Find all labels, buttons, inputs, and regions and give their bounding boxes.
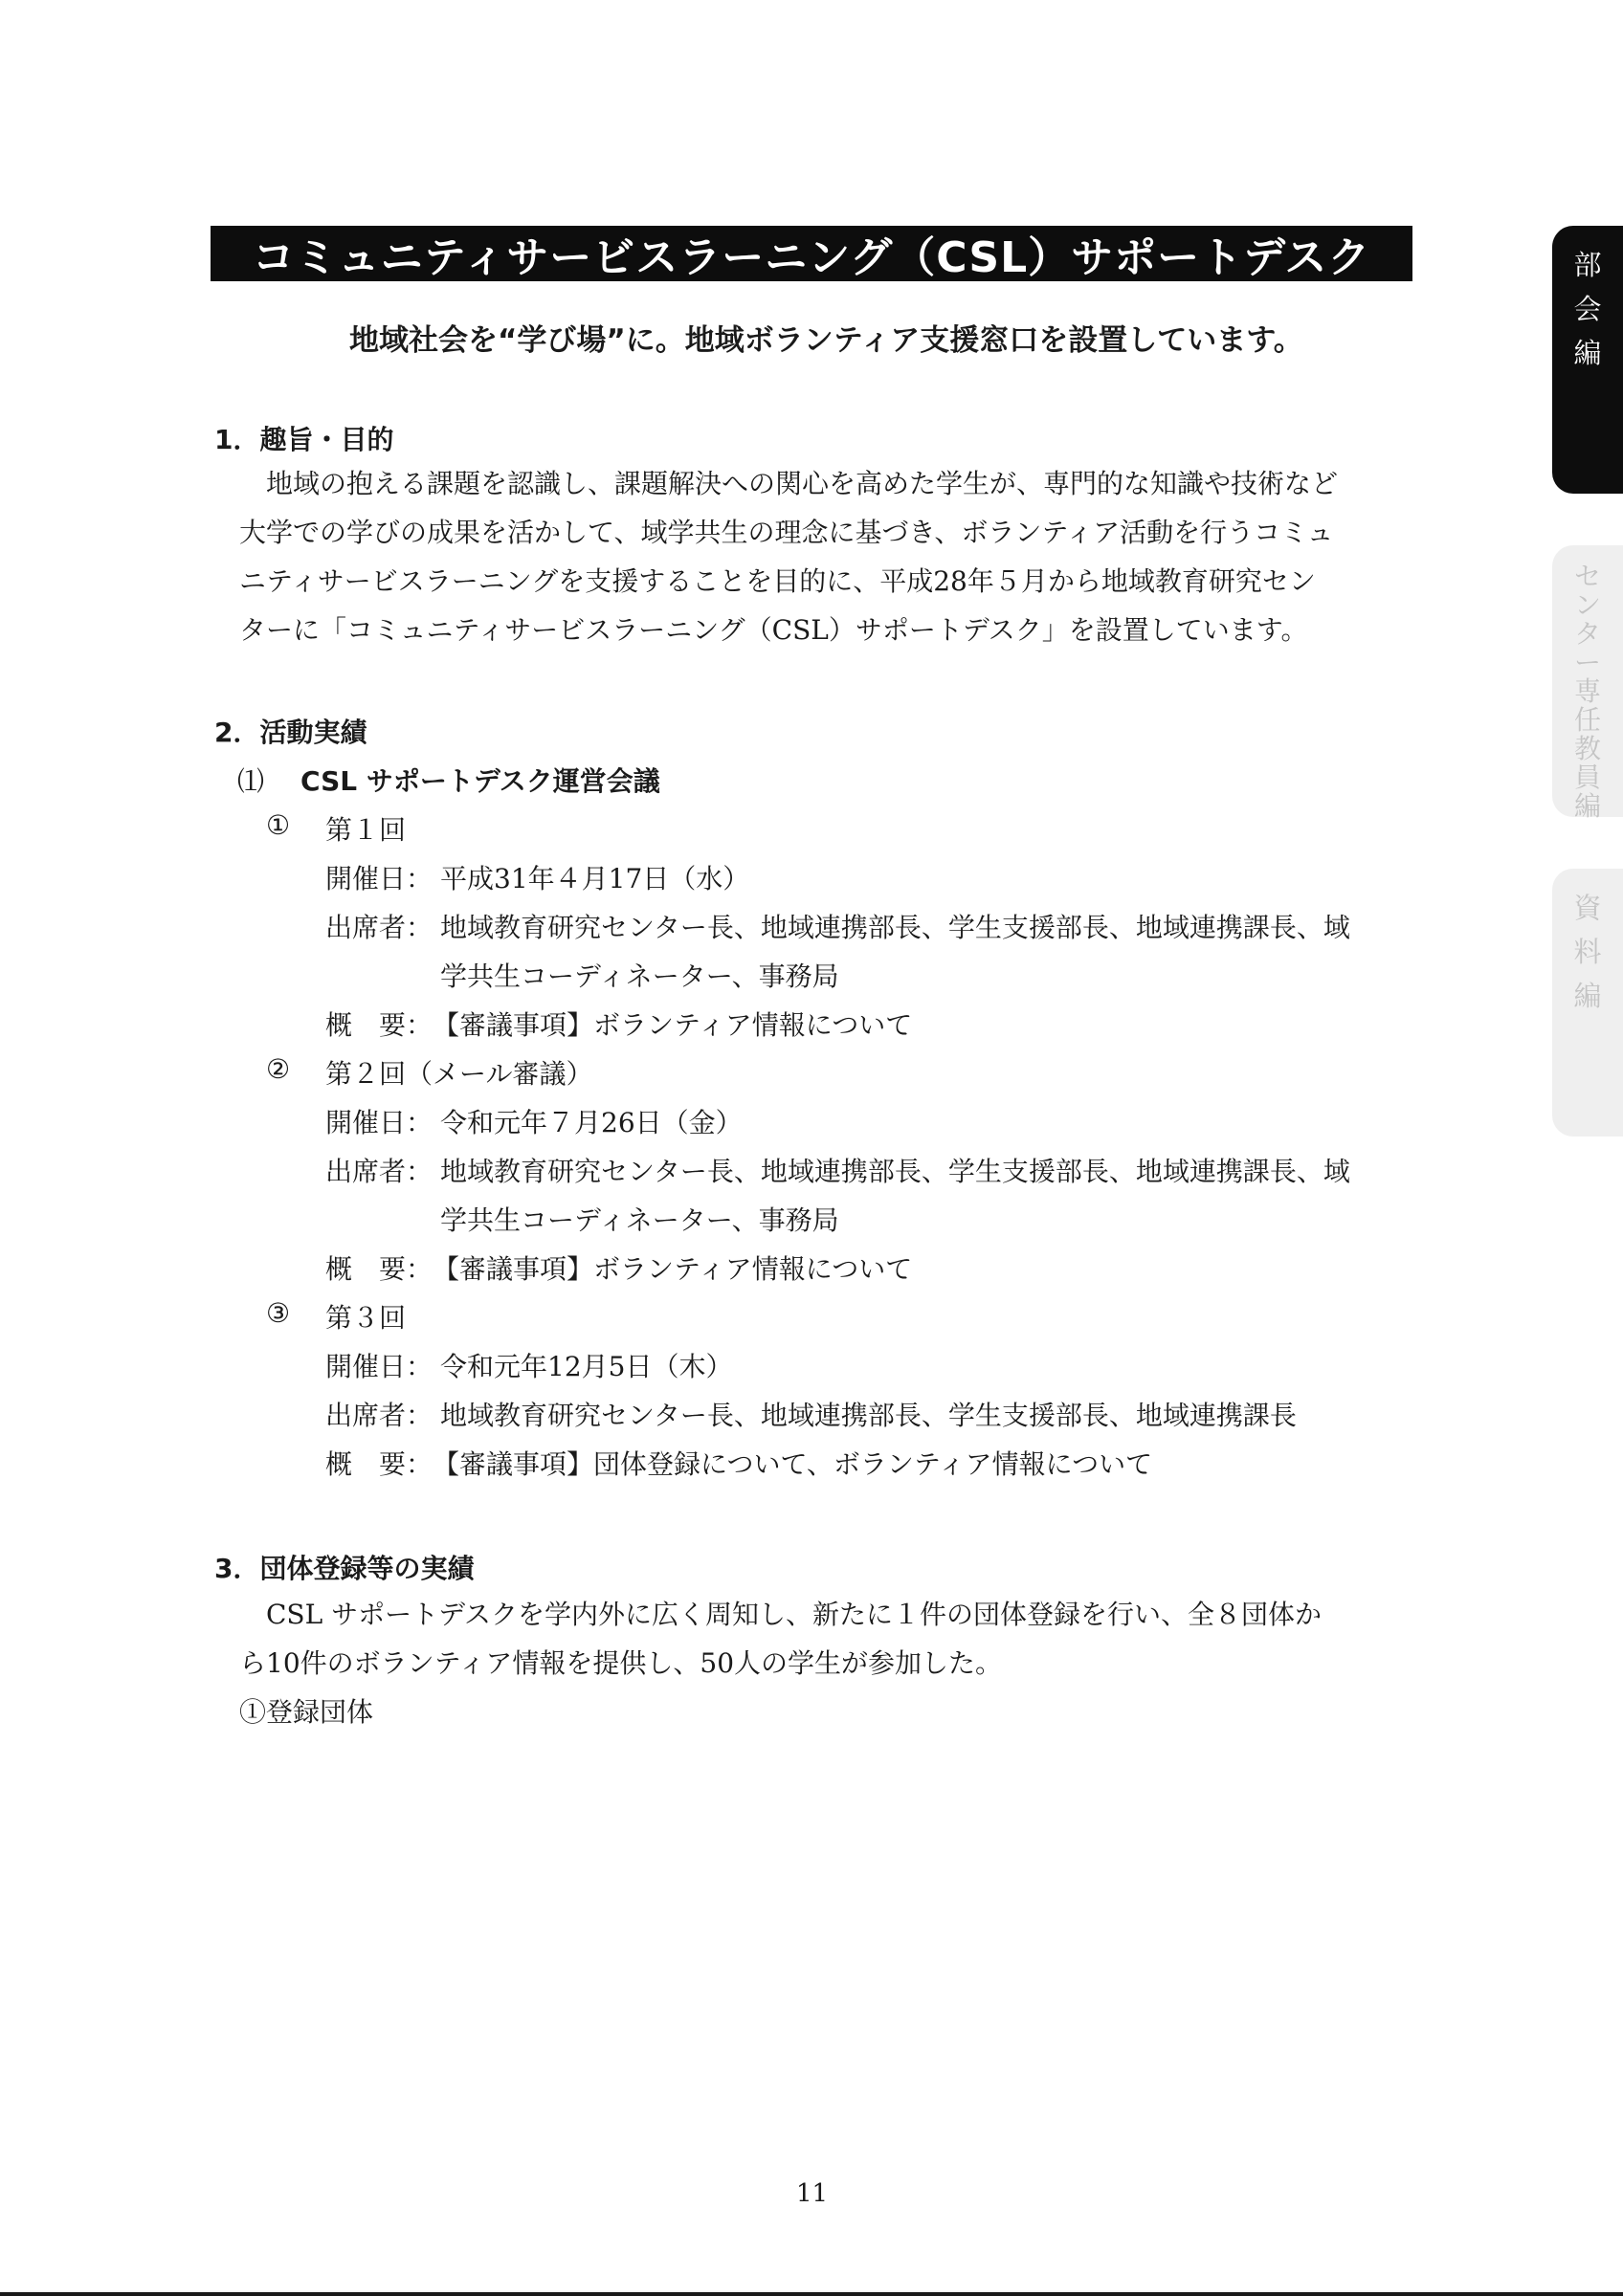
meeting-title: 第２回（メール審議） [325,1058,593,1090]
meeting-attendees: 地域教育研究センター長、地域連携部長、学生支援部長、地域連携課長、域 [440,1156,1350,1187]
side-tab-bukai[interactable] [1552,226,1623,494]
meeting-title: 第１回 [325,814,407,846]
section-3-line: CSL サポートデスクを学内外に広く周知し、新たに１件の団体登録を行い、全８団体か [266,1599,1322,1630]
section-1-heading: 1．趣旨・目的 [214,424,394,455]
meeting-attendees-cont: 学共生コーディネーター、事務局 [440,960,839,992]
side-tab-char: 料 [1573,936,1602,968]
meeting-mark: ③ [266,1297,291,1329]
side-tab-char: 部 [1573,249,1602,281]
bottom-rule [0,2292,1623,2296]
side-tab-char: 員 [1573,762,1601,793]
section-3-heading: 3．団体登録等の実績 [214,1553,475,1584]
page-title: コミュニティサービスラーニング（CSL）サポートデスク [211,226,1412,281]
meeting-attendees-label: 出席者： [325,1156,434,1187]
section-2-heading: 2．活動実績 [214,717,367,748]
section-1-line: 地域の抱える課題を認識し、課題解決への関心を高めた学生が、専門的な知識や技術など [266,468,1339,499]
side-tab-char: ン [1573,589,1601,621]
meeting-attendees: 地域教育研究センター長、地域連携部長、学生支援部長、地域連携課長、域 [440,912,1350,943]
side-tab-char: 編 [1573,980,1602,1012]
side-tab-char: 編 [1573,337,1602,369]
side-tab-shiryo[interactable] [1552,869,1623,1137]
meeting-attendees-label: 出席者： [325,912,434,943]
side-tab-char: セ [1573,561,1601,592]
side-tab-char: 編 [1573,790,1601,822]
side-tab-char: ー [1573,647,1601,678]
side-tab-char: 任 [1573,704,1601,736]
meeting-date-label: 開催日： [325,863,434,894]
side-tab-char: 専 [1573,675,1601,707]
page-number: 11 [796,2179,829,2208]
section-1-line: ニティサービスラーニングを支援することを目的に、平成28年５月から地域教育研究セン [239,565,1316,597]
side-tab-char: タ [1573,618,1601,650]
subheading-number: ⑴ [237,765,265,797]
meeting-summary-label: 概 要： [325,1448,434,1480]
meeting-mark: ① [266,809,291,841]
meeting-date-label: 開催日： [325,1351,434,1382]
side-tab-char: 会 [1573,293,1602,325]
section-3-item: ①登録団体 [239,1696,374,1728]
meeting-summary: 【審議事項】ボランティア情報について [433,1009,913,1041]
side-tab-center-faculty[interactable] [1552,545,1623,822]
page-subtitle: 地域社会を“学び場”に。地域ボランティア支援窓口を設置しています。 [349,323,1303,358]
meeting-summary-label: 概 要： [325,1009,434,1041]
meeting-title: 第３回 [325,1302,407,1334]
side-tab-char: 教 [1573,733,1601,764]
meeting-summary: 【審議事項】ボランティア情報について [433,1253,913,1285]
side-tab-char: 資 [1573,892,1602,924]
meeting-attendees: 地域教育研究センター長、地域連携部長、学生支援部長、地域連携課長 [440,1400,1297,1431]
meeting-date-label: 開催日： [325,1107,434,1138]
section-3-line: ら10件のボランティア情報を提供し、50人の学生が参加した。 [239,1647,1003,1679]
meeting-attendees-cont: 学共生コーディネーター、事務局 [440,1204,839,1236]
meeting-date: 平成31年４月17日（水） [440,863,750,894]
section-1-line: ターに「コミュニティサービスラーニング（CSL）サポートデスク」を設置しています。 [239,614,1308,646]
meeting-date: 令和元年12月5日（木） [440,1351,733,1382]
meeting-mark: ② [266,1053,291,1085]
meeting-summary: 【審議事項】団体登録について、ボランティア情報について [433,1448,1153,1480]
subheading-title: CSL サポートデスク運営会議 [300,765,660,797]
meeting-attendees-label: 出席者： [325,1400,434,1431]
meeting-date: 令和元年７月26日（金） [440,1107,743,1138]
meeting-summary-label: 概 要： [325,1253,434,1285]
section-1-line: 大学での学びの成果を活かして、域学共生の理念に基づき、ボランティア活動を行うコミュ [239,517,1334,548]
